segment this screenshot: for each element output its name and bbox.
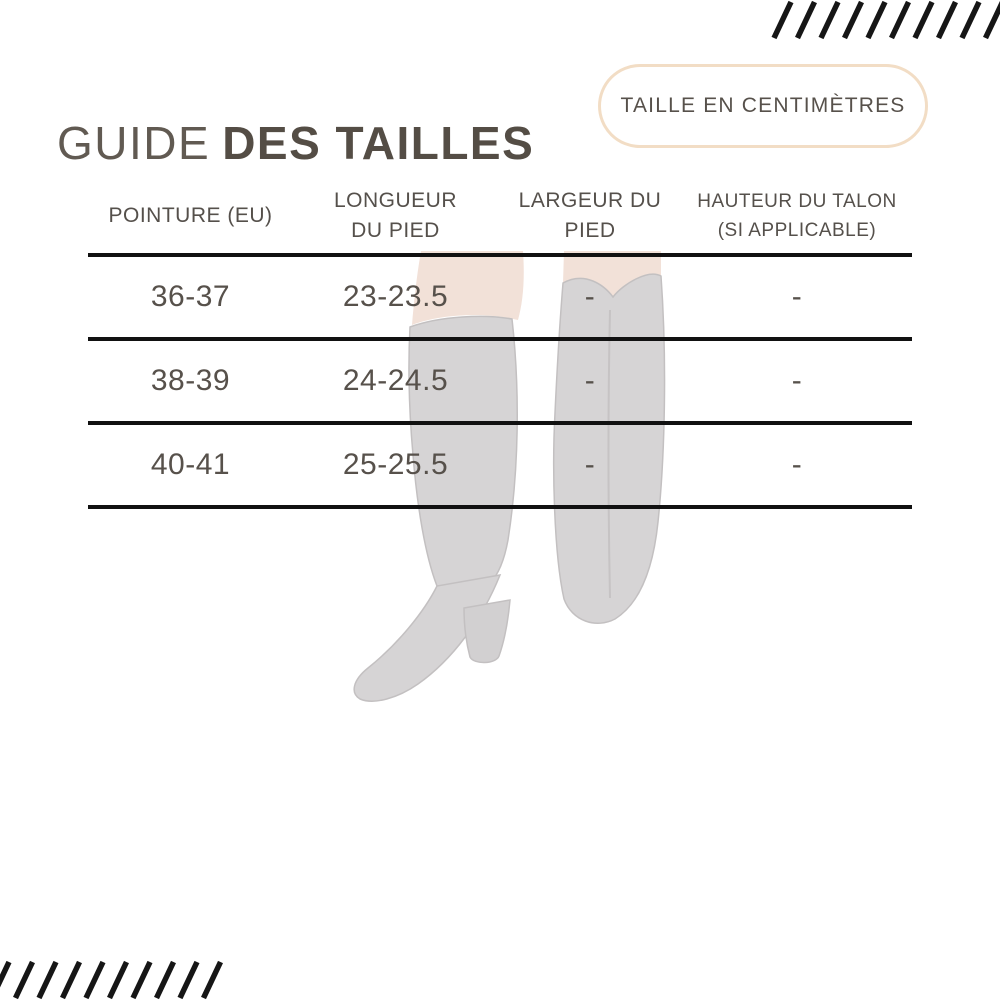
- cell-largeur: -: [584, 280, 596, 313]
- cell-pointure: 36-37: [150, 280, 231, 313]
- page-title-bold: DES TAILLES: [222, 116, 535, 169]
- unit-badge-label: TAILLE EN CENTIMÈTRES: [620, 94, 906, 117]
- column-header-longueur: LONGUEUR DU PIED: [333, 188, 458, 242]
- cell-pointure: 38-39: [150, 364, 231, 397]
- cell-longueur: 25-25.5: [342, 448, 449, 481]
- page-title-regular: GUIDE: [57, 116, 211, 169]
- column-header-largeur: LARGEUR DU PIED: [518, 188, 662, 242]
- table-row: [88, 425, 912, 505]
- cell-pointure: 40-41: [150, 448, 231, 481]
- cell-largeur: -: [584, 448, 596, 481]
- size-table-header: [88, 178, 912, 253]
- unit-badge: [598, 64, 928, 148]
- table-rule: [88, 505, 912, 509]
- table-row: [88, 341, 912, 421]
- column-header-pointure: POINTURE (EU): [108, 203, 273, 227]
- cell-hauteur: -: [791, 448, 803, 481]
- cell-longueur: 24-24.5: [342, 364, 449, 397]
- cell-largeur: -: [584, 364, 596, 397]
- column-header-hauteur: HAUTEUR DU TALON (SI APPLICABLE): [697, 190, 897, 241]
- table-row: [88, 257, 912, 337]
- cell-hauteur: -: [791, 364, 803, 397]
- size-table: [88, 178, 912, 509]
- cell-longueur: 23-23.5: [342, 280, 449, 313]
- cell-hauteur: -: [791, 280, 803, 313]
